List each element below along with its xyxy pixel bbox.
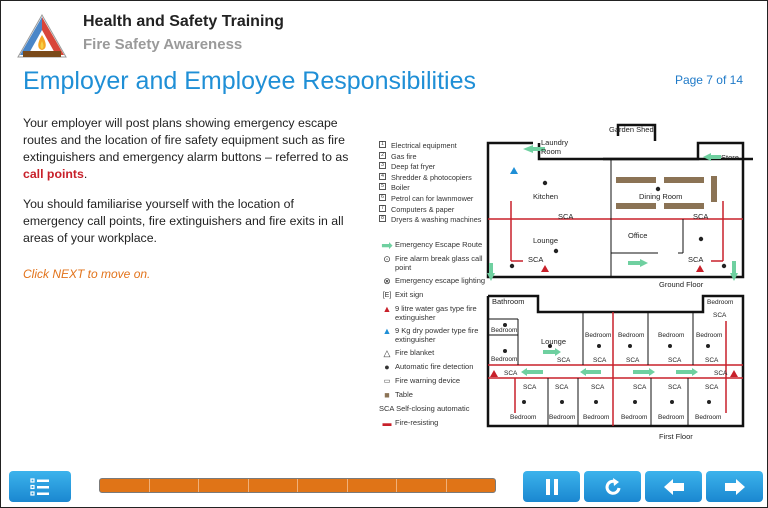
call-point-icon: ⊙ (383, 254, 391, 264)
paragraph-1 (23, 115, 353, 183)
fire-resisting-walls (488, 201, 743, 261)
sca-label: SCA (593, 357, 607, 364)
symbol-legend (379, 237, 489, 433)
legend-item (379, 215, 487, 224)
sca-label: SCA (555, 384, 569, 391)
progress-segment (249, 479, 299, 492)
escape-lighting-icon: ⊗ (383, 276, 391, 286)
symbol-label: Table (395, 390, 413, 399)
exit-sign-icon: [E] (382, 292, 392, 299)
legend-symbol-row (379, 255, 489, 272)
legend-number: 5 (379, 183, 386, 190)
symbol-label: Fire alarm break glass call point (395, 254, 483, 272)
fire-triangle-logo (15, 13, 69, 61)
legend-item (379, 141, 487, 150)
app-title: Health and Safety Training (83, 13, 284, 30)
symbol-label: 9 Kg dry powder type fire extinguisher (395, 326, 479, 344)
p1-text: Your employer will post plans showing emergency escape routes and the location of fire safety equipment such as fire extinguishers and emergency alarm buttons – referred to as (23, 116, 349, 164)
interior-walls (611, 159, 683, 277)
legend-number: 2 (379, 152, 386, 159)
room-label-office: Office (628, 231, 648, 240)
room-label-bedroom: Bedroom (696, 332, 723, 339)
room-label-bedroom: Bedroom (549, 414, 576, 421)
table-icon: ■ (384, 390, 390, 400)
room-label-bedroom: Bedroom (658, 414, 685, 421)
legend-item (379, 183, 487, 192)
fire-blanket-icon: △ (383, 348, 391, 358)
next-hint: Click NEXT to move on. (23, 267, 151, 281)
fire-safety-floor-plan (483, 121, 753, 446)
room-label-bathroom: Bathroom (492, 297, 525, 306)
legend-symbol-row (379, 237, 489, 253)
sca-label: SCA (705, 384, 719, 391)
sca-label: SCA (633, 384, 647, 391)
escape-arrow-icon: ➡ (381, 237, 393, 253)
sca-label: SCA (705, 357, 719, 364)
progress-segment (348, 479, 398, 492)
progress-segment (150, 479, 200, 492)
room-label-bedroom: Bedroom (618, 332, 645, 339)
legend-label: Petrol can for lawnmower (391, 193, 474, 203)
legend-label: Computers & paper (391, 204, 455, 214)
water-extinguisher-icon: ▲ (382, 304, 392, 314)
legend-symbol-row (379, 391, 489, 400)
room-label-garden-shed: Garden Shed (609, 125, 654, 134)
symbol-label: Exit sign (395, 290, 424, 299)
sca-label: SCA (714, 370, 728, 377)
symbol-label: Fire warning device (395, 376, 461, 385)
sca-label: SCA (688, 255, 704, 264)
room-label-bedroom: Bedroom (621, 414, 648, 421)
sca-label: SCA (668, 357, 682, 364)
sca-label: SCA (693, 212, 709, 221)
legend-symbol-row (379, 277, 489, 286)
legend-label: Boiler (391, 183, 410, 193)
pause-icon (544, 478, 560, 496)
legend-label: Gas fire (391, 151, 417, 161)
numbered-legend (379, 141, 487, 226)
floor-label-first: First Floor (659, 432, 693, 441)
room-label-kitchen: Kitchen (533, 192, 559, 201)
page-indicator: Page 7 of 14 (674, 73, 743, 87)
room-label-bedroom: Bedroom (491, 356, 518, 363)
body-text (23, 115, 353, 260)
progress-segment (199, 479, 249, 492)
legend-item (379, 173, 487, 182)
progress-segment (447, 479, 496, 492)
legend-symbol-row (379, 305, 489, 322)
pause-button[interactable] (523, 471, 580, 502)
floor-label-ground: Ground Floor (659, 280, 704, 289)
room-label-laundry: Laundry (541, 138, 569, 147)
fire-detection-icon: ● (384, 362, 390, 372)
legend-symbol-row (379, 419, 489, 428)
fire-resisting-line-icon: ▬ (382, 417, 392, 428)
first-interior-walls (488, 312, 693, 426)
back-button[interactable] (645, 471, 702, 502)
legend-label: Deep fat fryer (391, 162, 436, 172)
legend-symbol-row (379, 291, 489, 300)
call-points-highlight: call points (23, 167, 84, 181)
progress-segment (397, 479, 447, 492)
legend-label: Shredder & photocopiers (391, 172, 472, 182)
sca-label: SCA (713, 312, 727, 319)
replay-button[interactable] (584, 471, 641, 502)
arrow-left-icon (663, 478, 685, 496)
p1-end: . (83, 167, 88, 181)
sca-label: SCA (591, 384, 605, 391)
room-label-bedroom: Bedroom (510, 414, 537, 421)
legend-number: 6 (379, 194, 386, 201)
next-button[interactable] (706, 471, 763, 502)
legend-item (379, 194, 487, 203)
room-label-bedroom: Bedroom (658, 332, 685, 339)
symbol-label: Fire blanket (395, 348, 435, 357)
sca-label: SCA (504, 370, 518, 377)
legend-number: 7 (379, 205, 386, 212)
page-title: Employer and Employee Responsibilities (23, 67, 477, 95)
progress-segment (100, 479, 150, 492)
symbol-label: Emergency Escape Route (395, 240, 483, 249)
first-floor-labels (491, 297, 733, 441)
room-label-lounge: Lounge (541, 337, 567, 346)
room-label-bedroom: Bedroom (585, 332, 612, 339)
sca-label: SCA (557, 357, 571, 364)
sca-label: SCA (558, 212, 574, 221)
legend-item (379, 162, 487, 171)
symbol-label: SCA Self-closing automatic (379, 404, 470, 413)
legend-number: 8 (379, 215, 386, 222)
legend-label: Dryers & washing machines (391, 215, 482, 225)
legend-item (379, 205, 487, 214)
room-label-laundry-2: Room (541, 147, 562, 156)
sca-label: SCA (626, 357, 640, 364)
replay-icon (604, 477, 622, 497)
room-label-store: Store (721, 153, 739, 162)
sca-label: SCA (523, 384, 537, 391)
legend-label: Electrical equipment (391, 141, 457, 150)
menu-button[interactable] (9, 471, 71, 502)
legend-symbol-row (379, 363, 489, 372)
warning-device-icon: ▭ (383, 378, 391, 385)
list-menu-icon (30, 478, 50, 496)
paragraph-2: You should familiarise yourself with the location of emergency call points, fire extinguishers and fire exits in all areas of your workplace. (23, 197, 344, 245)
powder-extinguisher-icon: ▲ (382, 326, 392, 336)
symbol-label: Fire-resisting (395, 417, 439, 427)
legend-symbol-row (379, 327, 489, 344)
room-label-dining: Dining Room (639, 192, 683, 201)
legend-number: 1 (379, 141, 386, 148)
course-progress-bar (99, 478, 496, 493)
room-label-bedroom: Bedroom (707, 299, 734, 306)
symbol-label: Automatic fire detection (395, 362, 474, 371)
room-label-bedroom: Bedroom (491, 327, 518, 334)
room-label-bedroom: Bedroom (695, 414, 722, 421)
room-label-bedroom: Bedroom (583, 414, 610, 421)
module-subtitle: Fire Safety Awareness (83, 36, 243, 53)
legend-number: 4 (379, 173, 386, 180)
legend-symbol-row (379, 377, 489, 386)
legend-number: 3 (379, 162, 386, 169)
legend-item (379, 152, 487, 161)
symbol-label: 9 litre water gas type fire extinguisher (395, 304, 477, 322)
arrow-right-icon (724, 478, 746, 496)
legend-symbol-row (379, 349, 489, 358)
symbol-label: Emergency escape lighting (395, 276, 486, 285)
sca-label: SCA (528, 255, 544, 264)
sca-label: SCA (668, 384, 682, 391)
progress-segment (298, 479, 348, 492)
legend-symbol-row (379, 405, 489, 414)
room-label-lounge: Lounge (533, 236, 559, 245)
